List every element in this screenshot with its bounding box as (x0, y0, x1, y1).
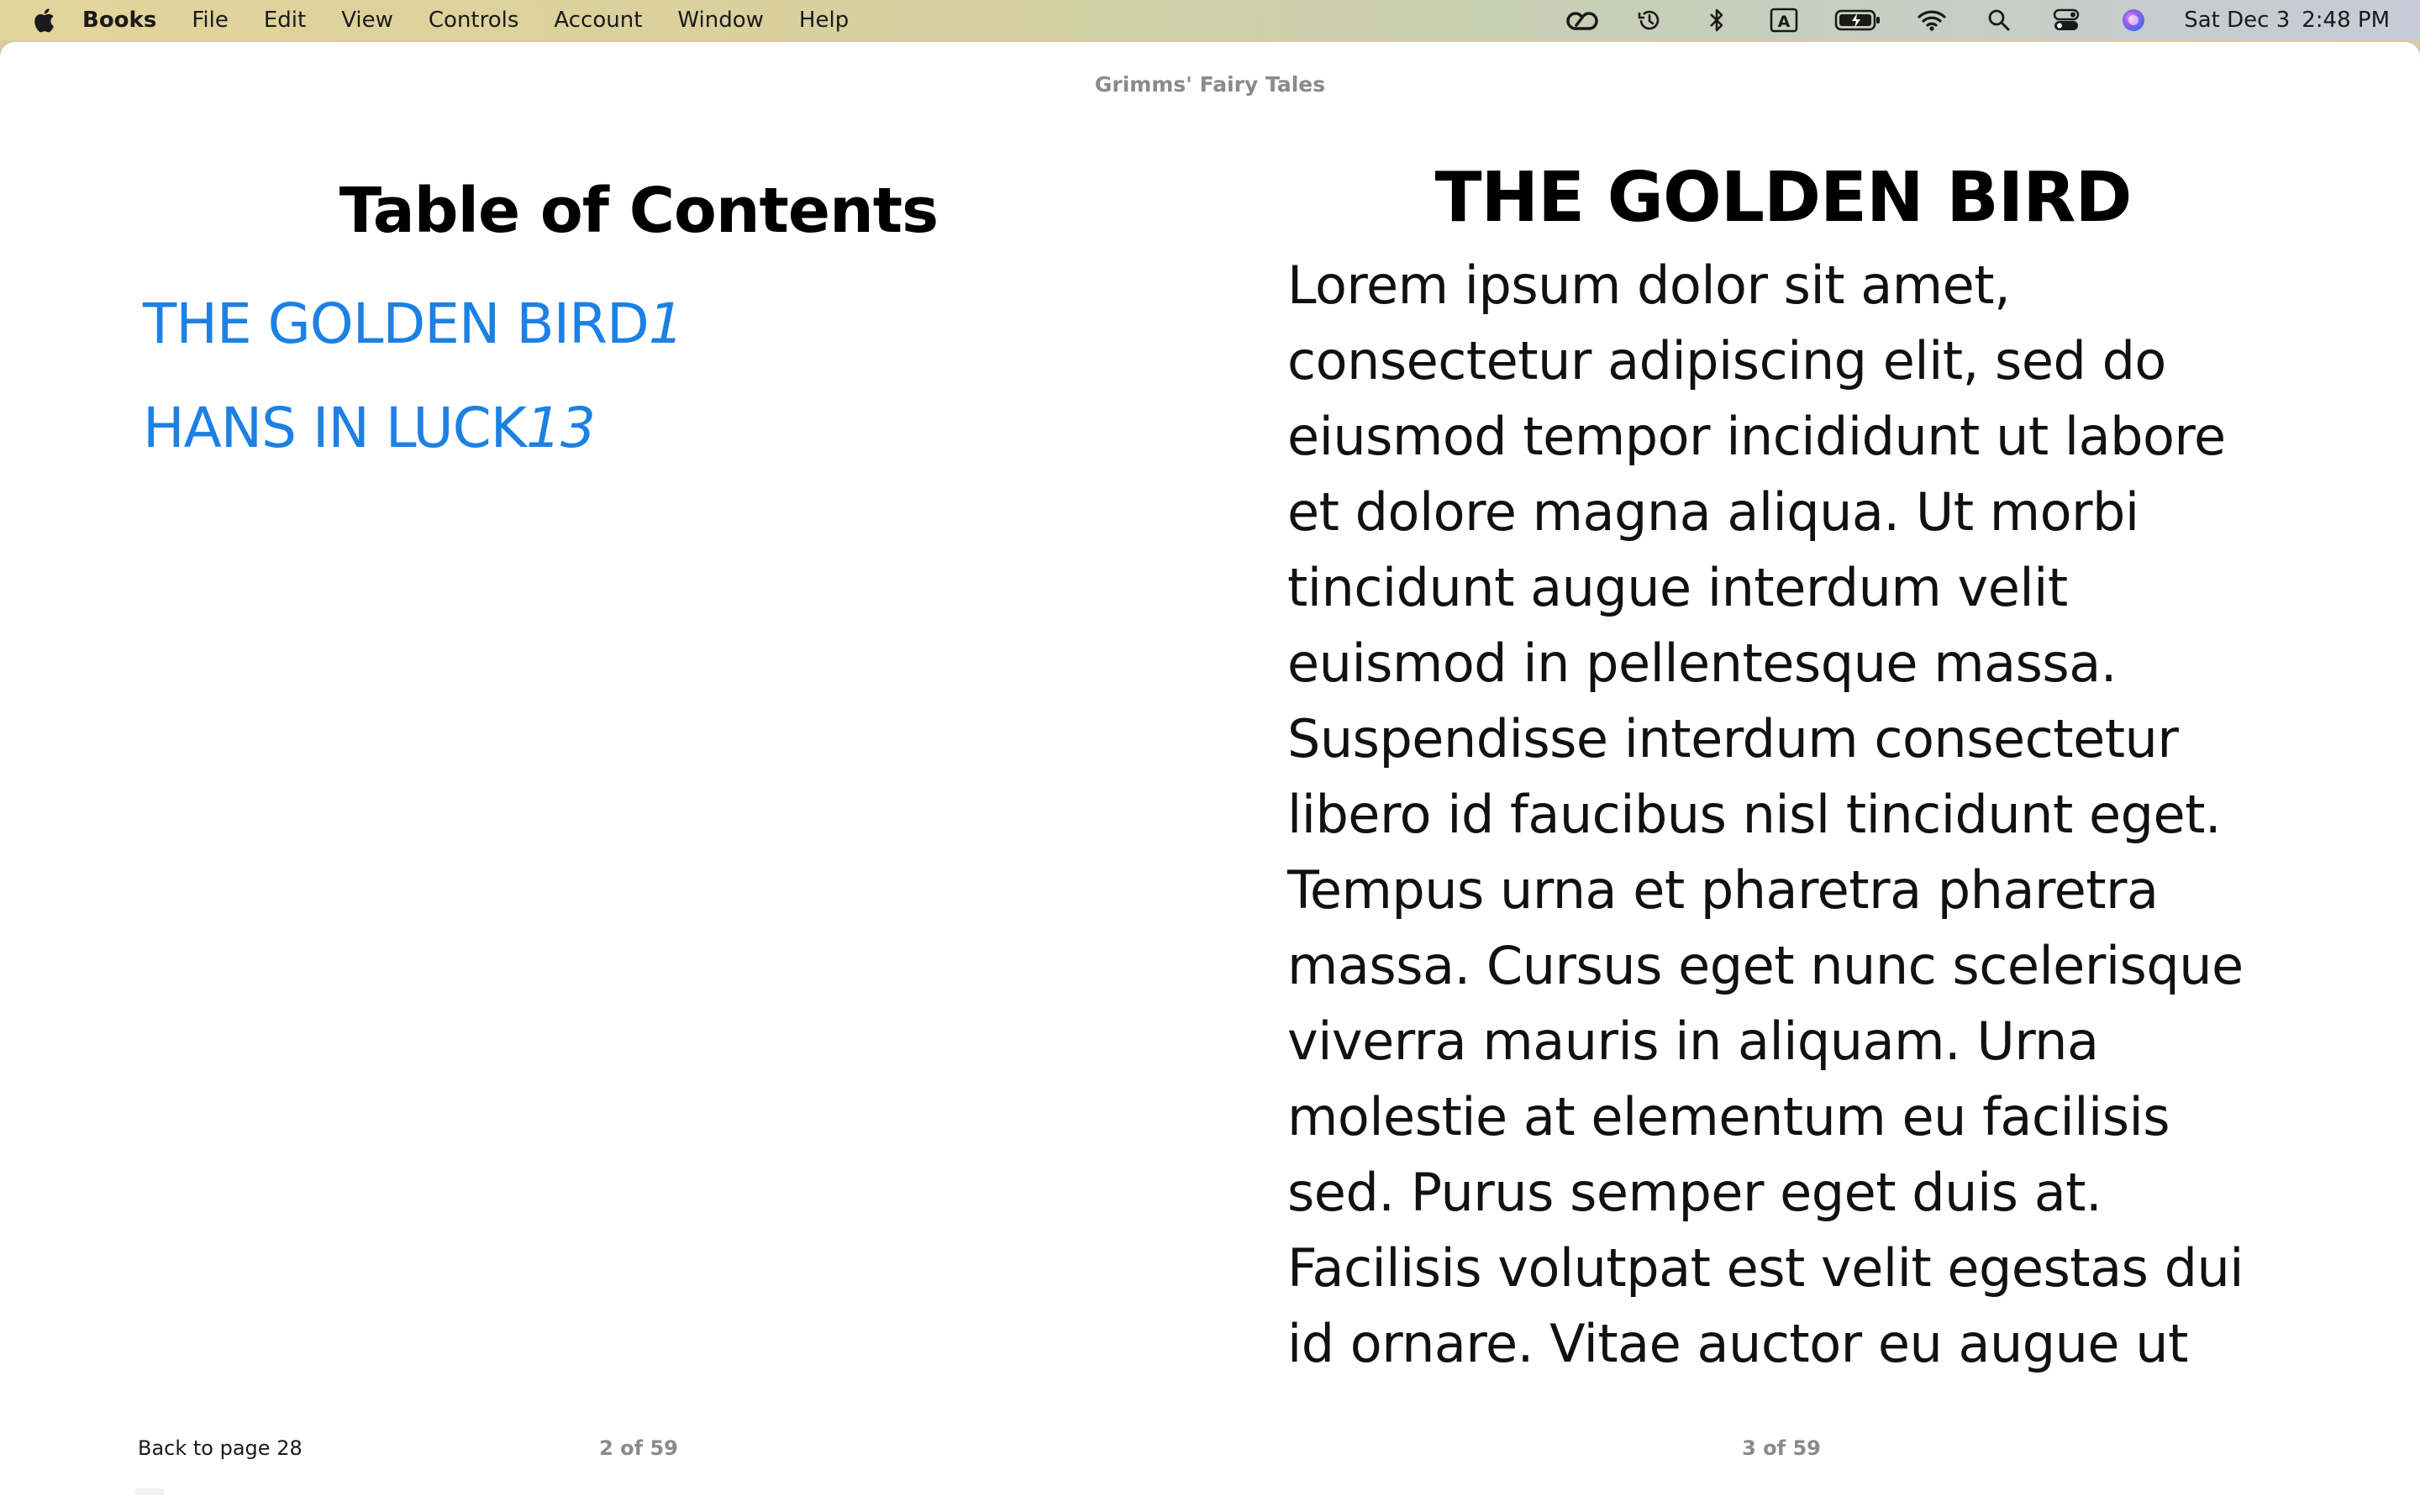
toc-entry-hans-in-luck[interactable] (143, 376, 1134, 480)
body-line: sed. Purus semper eget duis at. (1287, 1162, 2102, 1223)
menu-bar-left (0, 0, 884, 40)
scroll-indicator (134, 1488, 165, 1495)
time-machine-icon[interactable] (1633, 6, 1666, 34)
menu-bar-status (1532, 0, 2390, 40)
spotlight-search-icon[interactable] (1982, 6, 2016, 34)
chapter-body (1287, 248, 2279, 1382)
toc-entry-page: 13 (526, 396, 595, 460)
menu-view[interactable]: View (341, 8, 393, 33)
svg-text:A: A (1777, 13, 1791, 31)
left-page-indicator: 2 of 59 (599, 1436, 678, 1460)
control-center-icon[interactable] (2049, 6, 2083, 34)
body-line: molestie at elementum eu facilisis (1287, 1086, 2170, 1147)
menu-help[interactable]: Help (798, 8, 850, 33)
toc-entry-page: 1 (648, 291, 683, 356)
right-page-indicator: 3 of 59 (1742, 1436, 1821, 1460)
battery-icon[interactable] (1834, 6, 1881, 34)
toc-list (143, 272, 1134, 480)
chapter-title: THE GOLDEN BIRD (1434, 158, 2132, 238)
input-source-icon[interactable] (1767, 6, 1801, 34)
body-line: tincidunt augue interdum velit (1287, 557, 2068, 618)
body-line: libero id faucibus nisl tincidunt eget. (1287, 784, 2222, 845)
menu-controls[interactable]: Controls (428, 8, 519, 33)
left-page (143, 126, 1134, 480)
body-line: eiusmod tempor incididunt ut labore (1287, 406, 2226, 467)
toc-entry-title: HANS IN LUCK (143, 396, 526, 460)
toc-entry-golden-bird[interactable] (143, 272, 1134, 376)
right-page (1287, 118, 2279, 1382)
apple-icon[interactable] (32, 7, 55, 34)
body-line: consectetur adipiscing elit, sed do (1287, 330, 2166, 391)
wifi-icon[interactable] (1915, 6, 1949, 34)
siri-icon[interactable] (2117, 6, 2150, 34)
body-line: id ornare. Vitae auctor eu augue ut (1287, 1313, 2188, 1374)
body-line: Facilisis volutpat est velit egestas dui (1287, 1237, 2244, 1299)
toc-entry-title: THE GOLDEN BIRD (143, 291, 649, 356)
menu-window[interactable]: Window (677, 8, 764, 33)
book-title: Grimms' Fairy Tales (1094, 72, 1326, 97)
body-line: et dolore magna aliqua. Ut morbi (1287, 481, 2139, 543)
creative-cloud-icon[interactable] (1565, 6, 1599, 34)
clock-time: 2:48 PM (2302, 8, 2390, 33)
clock-date: Sat Dec 3 (2184, 8, 2291, 33)
bluetooth-icon[interactable] (1700, 6, 1733, 34)
body-line: massa. Cursus eget nunc scelerisque (1287, 935, 2244, 996)
menu-file[interactable]: File (192, 8, 229, 33)
body-line: Suspendisse interdum consectetur (1287, 708, 2179, 769)
toc-heading: Table of Contents (339, 175, 939, 247)
menu-edit[interactable]: Edit (263, 8, 307, 33)
back-to-page-link[interactable]: Back to page 28 (138, 1436, 302, 1460)
menu-account[interactable]: Account (554, 8, 643, 33)
menu-app-books[interactable]: Books (82, 8, 157, 33)
body-line: Lorem ipsum dolor sit amet, (1287, 255, 2011, 316)
menu-bar (0, 0, 2420, 40)
menu-bar-clock[interactable] (2184, 8, 2390, 33)
body-line: viverra mauris in aliquam. Urna (1287, 1011, 2099, 1072)
books-window (0, 42, 2420, 1512)
body-line: euismod in pellentesque massa. (1287, 633, 2117, 694)
body-line: Tempus urna et pharetra pharetra (1287, 859, 2159, 921)
